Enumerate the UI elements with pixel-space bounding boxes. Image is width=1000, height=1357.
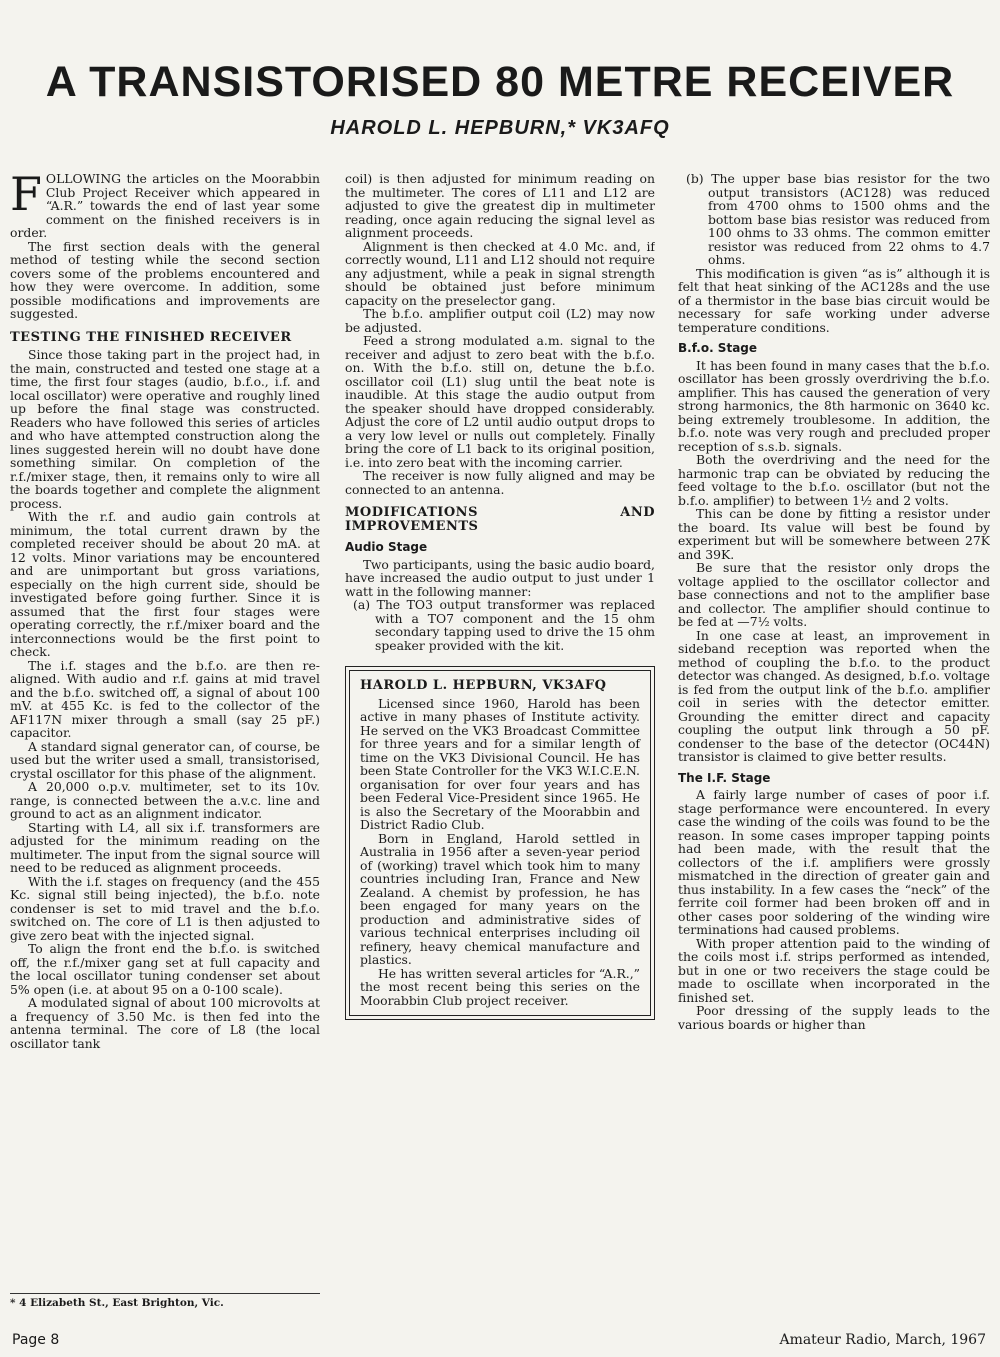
paragraph: In one case at least, an improvement in sideband reception was reported when the method of coupling the b.f.o. to the product detector was changed. As designed, b.f.o. voltage is fed from the output link of the b.f.o. amplifier coil in series with the detector emitter. Grounding the emitter direct and capacity coupling the output link through a 50 pF. condenser to the base of the detector (OC44N) transistor is claimed to give better results. [678,627,990,764]
paragraph: The first section deals with the general method of testing while the second section covers some of the problems encountered and how they were overcome. In addition, some possible modifications and improvements are suggested. [10,238,320,321]
paragraph: This can be done by fitting a resistor under the board. Its value will best be found by experiment but will be somewhere between 27K and 39K. [678,506,990,562]
page-number: Page 8 [12,1332,60,1348]
paragraph: Starting with L4, all six i.f. transformers are adjusted for the minimum reading on the multimeter. The input from the signal source will need to be reduced as alignment proceeds. [10,819,320,875]
bio-paragraph: Born in England, Harold settled in Australia in 1956 after a seven-year period of (working) travel which took him to many countries including Iran, France and New Zealand. A chemist by profession, he has been engaged for many years on the production and administrative sides of various technical enterprises including oil refinery, heavy chemical manufacture and plastics. [360,830,640,967]
bio-paragraph: Licensed since 1960, Harold has been active in many phases of Institute activity. He served on the VK3 Broadcast Committee for three years and for a similar length of time on the VK3 Divisional Council. He has been State Controller for the VK3 W.I.C.E.N. organisation for over four years and has been Federal Vice-President since 1965. He is also the Secretary of the Moorabbin and District Radio Club. [360,695,640,832]
paragraph: The b.f.o. amplifier output coil (L2) may now be adjusted. [345,306,655,335]
paragraph: It has been found in many cases that the b.f.o. oscillator has been grossly overdriving the b.f.o. amplifier. This has caused the generation of very strong harmonics, the 8th harmonic on 3640 kc. being extremely troublesome. In addition, the b.f.o. note was very rough and precluded proper reception of s.s.b. signals. [678,357,990,454]
paragraph: The i.f. stages and the b.f.o. are then re-aligned. With audio and r.f. gains at mid travel and the b.f.o. switched off, a signal of about 100 mV. at 455 Kc. is fed to the collector of the AF117N mixer through a small (say 25 pF.) capacitor. [10,657,320,740]
paragraph: A standard signal generator can, of course, be used but the writer used a small, transistorised, crystal oscillator for this phase of the alignment. [10,738,320,781]
column-1 [10,172,320,1302]
paragraph: Be sure that the resistor only drops the voltage applied to the oscillator collector and base connections and not to the amplifier base and collector. The amplifier should continue to be fed at —7½ volts. [678,560,990,629]
publication-info: Amateur Radio, March, 1967 [779,1332,986,1348]
author-bio-box [345,666,655,1020]
subheading-audio-stage: Audio Stage [345,540,428,554]
paragraph: A 20,000 o.p.v. multimeter, set to its 10v. range, is connected between the a.v.c. line and ground to act as an alignment indicator. [10,779,320,821]
paragraph: Poor dressing of the supply leads to the various boards or higher than [678,1003,990,1032]
paragraph: Feed a strong modulated a.m. signal to the receiver and adjust to zero beat with the b.f.o. on. With the b.f.o. still on, detune the b.f.o. oscillator coil (L1) slug until the beat note is inaudible. At this stage the audio output from the speaker should have dropped considerably. Adjust the core of L2 until audio output drops to a very low level or nulls out completely. Finally bring the core of L1 back to its original position, i.e. into zero beat with the incoming carrier. [345,333,655,470]
subheading-if-stage: The I.F. Stage [678,770,771,785]
paragraph: With the r.f. and audio gain controls at minimum, the total current drawn by the completed receiver should be about 20 mA. at 12 volts. Minor variations may be encountered and are unimportant but gross variations, especially on the high current side, should be investigated before going further. Since it is assumed that the first four stages were operating correctly, the r.f./mixer board and the interconnections would be the first point to check. [10,509,320,659]
paragraph: Two participants, using the basic audio board, have increased the audio output to just under 1 watt in the following manner: [345,556,655,599]
paragraph: This modification is given “as is” although it is felt that heat sinking of the AC128s and the use of a thermistor in the base bias circuit would be necessary for safe working under adverse temperature conditions. [678,265,990,335]
paragraph: The receiver is now fully aligned and may be connected to an antenna. [345,468,655,497]
intro-paragraph: FOLLOWING the articles on the Moorabbin Club Project Receiver which appeared in “A.R.” towards the end of last year some comment on the finished receivers is in order. [10,172,320,240]
paragraph: With proper attention paid to the winding of the coils most i.f. strips performed as intended, but in one or two receivers the stage could be made to oscillate when incorporated in the finished set. [678,935,990,1005]
list-item: (b) The upper base bias resistor for the two output transistors (AC128) was reduced from 4700 ohms to 1500 ohms and the bottom base bias resistor was reduced from 100 ohms to 33 ohms. The common emitter resistor was reduced from 22 ohms to 4.7 ohms. [686,172,990,267]
author-byline: HAROLD L. HEPBURN,* VK3AFQ [330,117,670,139]
paragraph: A modulated signal of about 100 microvolts at a frequency of 3.50 Mc. is then fed into the antenna terminal. The core of L8 (the local oscillator tank [10,995,320,1051]
column-2 [345,172,655,1312]
column-3 [678,172,990,1312]
footnote: * 4 Elizabeth St., East Brighton, Vic. [10,1293,320,1309]
article-title: A TRANSISTORISED 80 METRE RECEIVER [45,58,955,106]
paragraph: Alignment is then checked at 4.0 Mc. and, if correctly wound, L11 and L12 should not require any adjustment, while a peak in signal strength should be obtained just before minimum capacity on the preselector gang. [345,238,655,308]
paragraph: Both the overdriving and the need for the harmonic trap can be obviated by reducing the feed voltage to the b.f.o. oscillator (but not the b.f.o. amplifier) to between 1½ and 2 volts. [678,452,990,508]
section-heading-modifications: MODIFICATIONS AND IMPROVEMENTS [345,505,655,534]
list-item: (a) The TO3 output transformer was replaced with a TO7 component and the 15 ohm secondary tapping used to drive the 15 ohm speaker provided with the kit. [353,597,655,653]
paragraph: With the i.f. stages on frequency (and the 455 Kc. signal still being injected), the b.f.o. note condenser is set to mid travel and the b.f.o. switched on. The core of L1 is then adjusted to give zero beat with the injected signal. [10,873,320,943]
subheading-bfo-stage: B.f.o. Stage [678,341,758,355]
bio-title: HAROLD L. HEPBURN, VK3AFQ [360,678,607,693]
paragraph: A fairly large number of cases of poor i.f. stage performance were encountered. In every case the winding of the coils was found to be the reason. In some cases improper tapping points had been made, with the result that the collectors of the i.f. amplifiers were grossly mismatched in the direction of greater gain and thus instability. In a few cases the “neck” of the ferrite coil former had been broken off and in other cases poor soldering of the winding wire terminations had caused problems. [678,787,990,937]
drop-cap: F [10,172,42,221]
section-heading-testing: TESTING THE FINISHED RECEIVER [10,329,292,345]
paragraph: coil) is then adjusted for minimum reading on the multimeter. The cores of L11 and L12 are adjusted to give the greatest dip in multimeter reading, once again reducing the signal level as alignment proceeds. [345,172,655,240]
bio-paragraph: He has written several articles for “A.R.,” the most recent being this series on the Moorabbin Club project receiver. [360,965,640,1008]
paragraph: Since those taking part in the project had, in the main, constructed and tested one stage at a time, the first four stages (audio, b.f.o., i.f. and local oscillator) were operative and roughly lined up before the final stage was constructed. Readers who have followed this series of articles and who have attempted construction along the lines suggested herein will no doubt have done something similar. On completion of the r.f./mixer stage, then, it remains only to wire all the boards together and complete the alignment process. [10,347,320,511]
paragraph: To align the front end the b.f.o. is switched off, the r.f./mixer gang set at full capacity and the local oscillator tuning condenser set about 5% open (i.e. at about 95 on a 0-100 scale). [10,941,320,997]
